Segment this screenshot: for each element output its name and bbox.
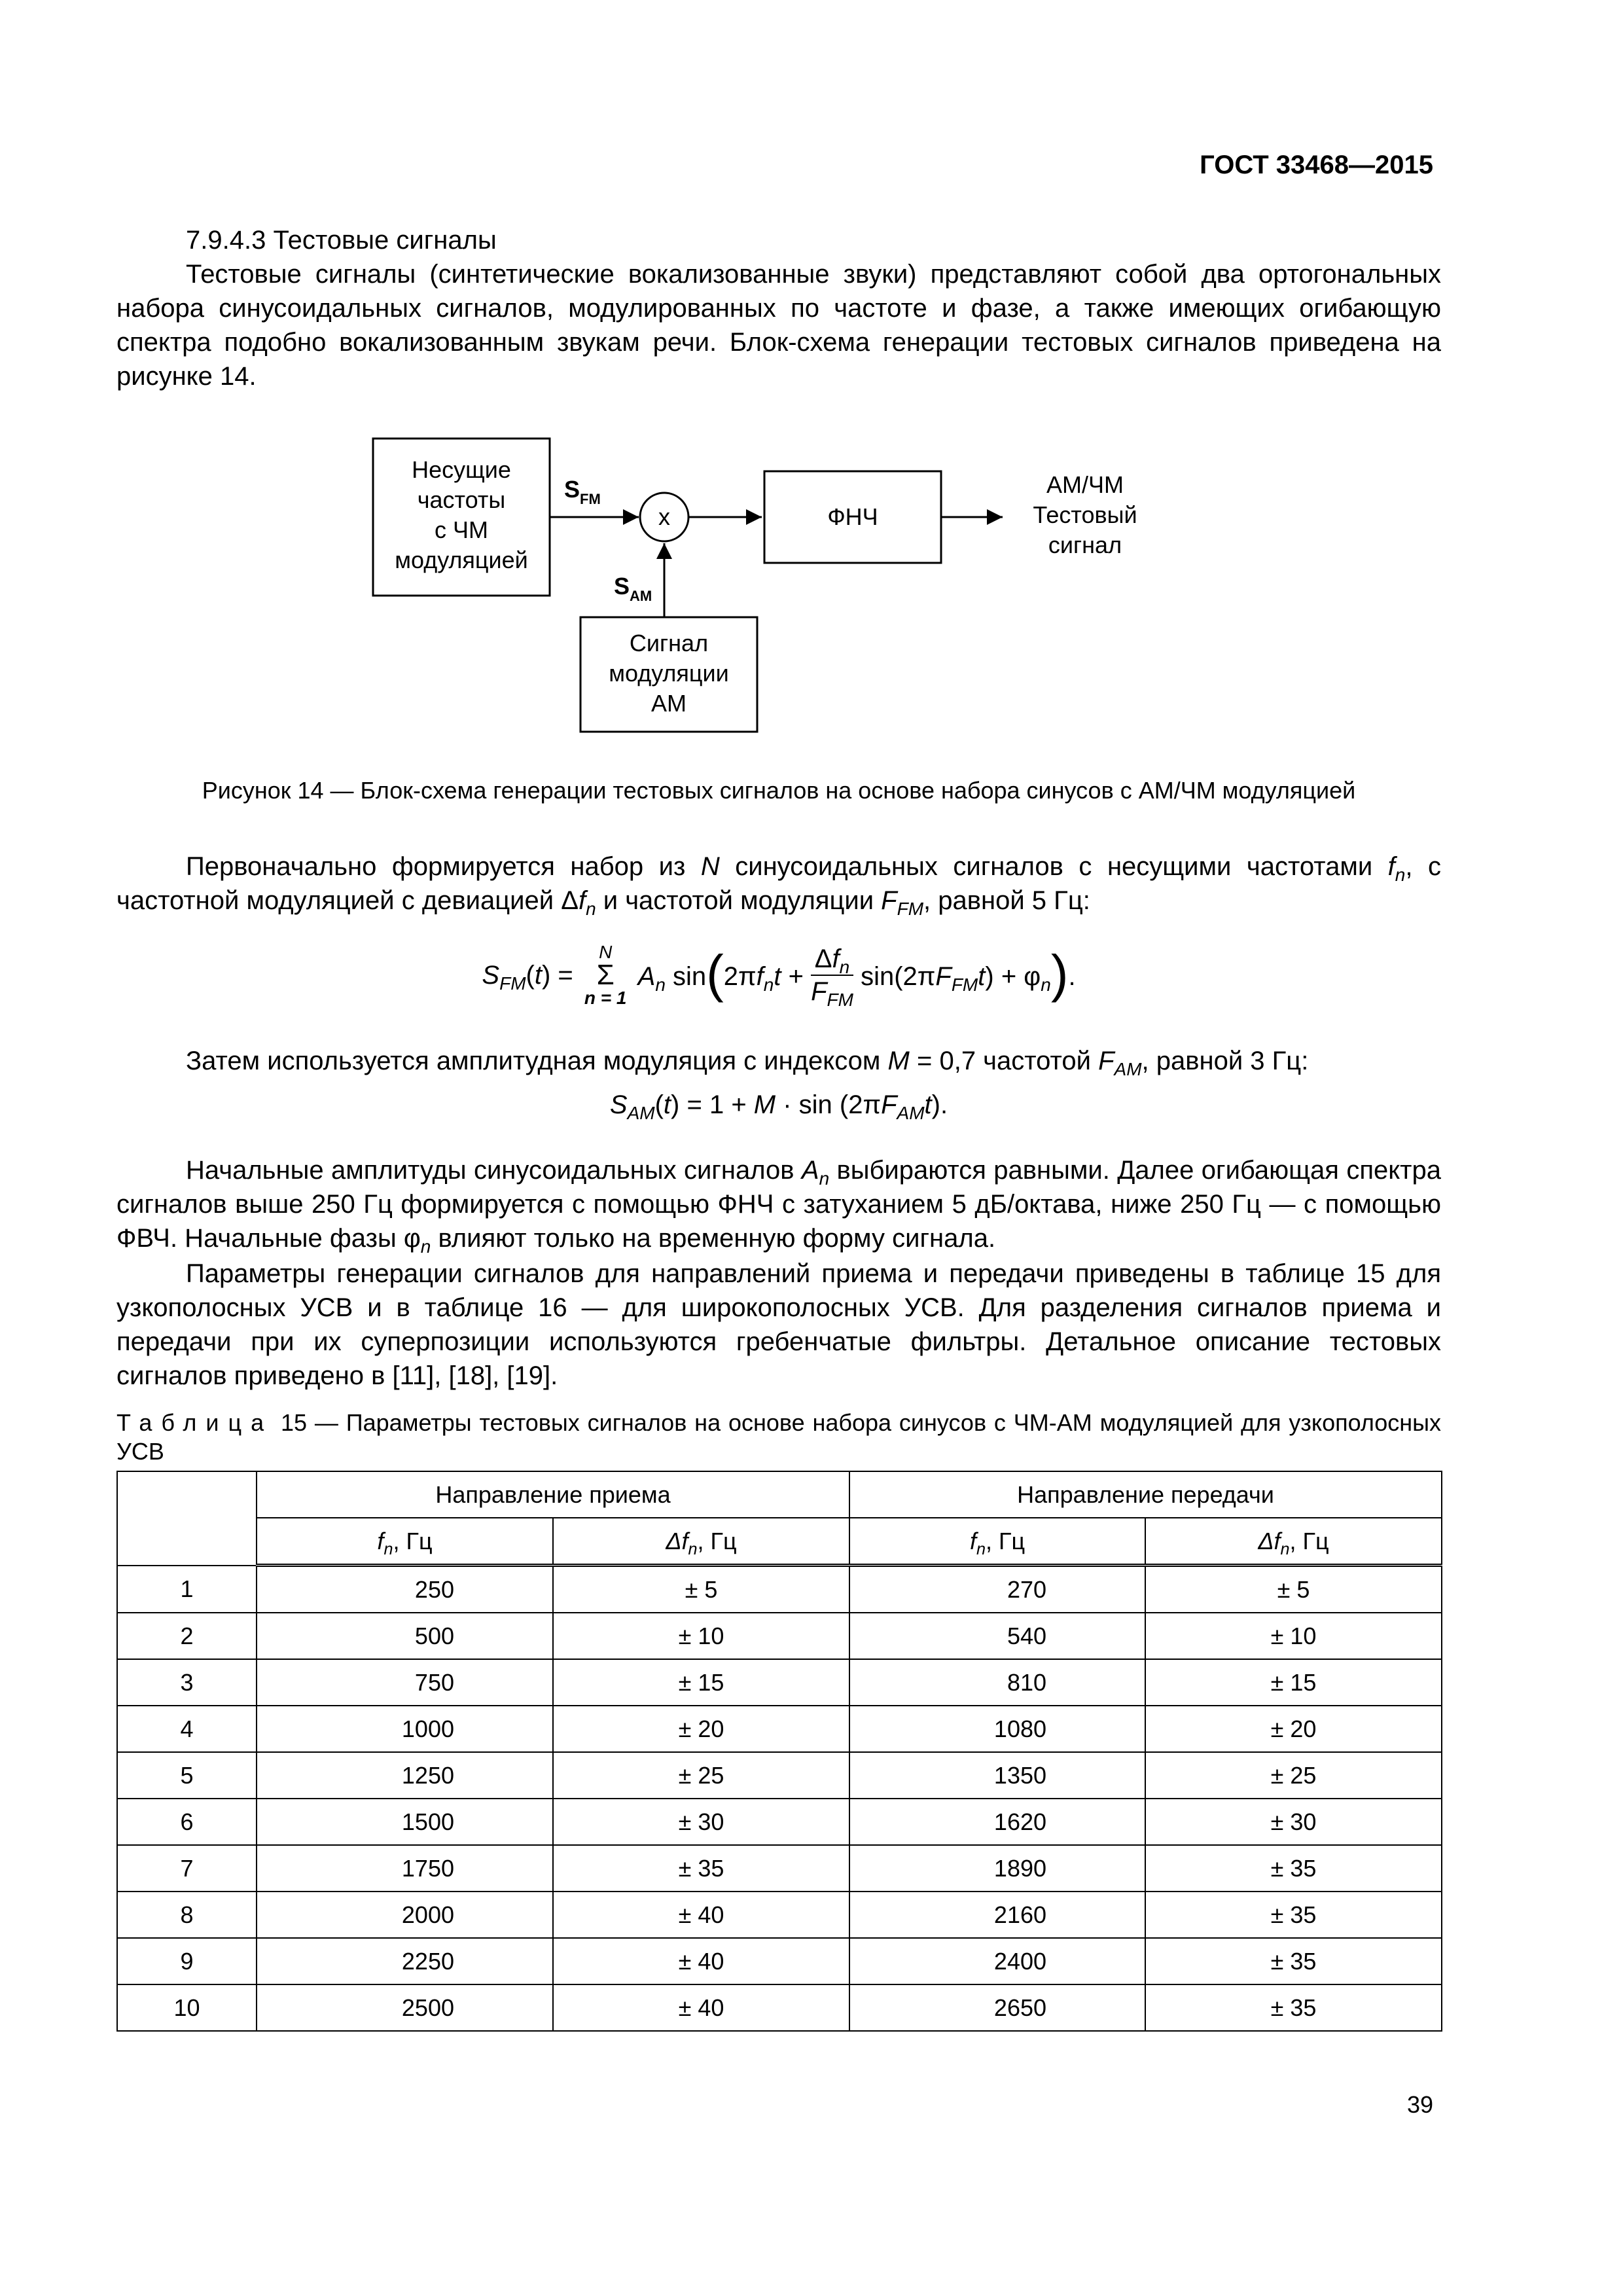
cell-transmit-dfn: ± 20 bbox=[1145, 1706, 1442, 1752]
block-diagram bbox=[366, 432, 1191, 746]
cell-receive-dfn: ± 30 bbox=[553, 1799, 849, 1845]
cell-transmit-dfn: ± 5 bbox=[1145, 1566, 1442, 1613]
cell-receive-dfn: ± 20 bbox=[553, 1706, 849, 1752]
cell-transmit-fn: 2400 bbox=[849, 1938, 1145, 1984]
table-row bbox=[117, 1984, 1442, 2031]
paragraph-am-modulation: Затем используется амплитудная модуляция с индексом M = 0,7 частотой $F_{AM}$, равной 3 Гц: bbox=[186, 1047, 1309, 1079]
carrier-box-line-4: модуляцией bbox=[395, 547, 528, 573]
cell-index: 10 bbox=[117, 1984, 257, 2031]
paragraph-amplitudes: Начальные амплитуды синусоидальных сигналов $A_n$ выбираются равными. Далее огибающая спектра сигналов выше 250 Гц формируется с помощью ФНЧ с затуханием 5 дБ/октава, ниже 250 Гц — с помощью ФВЧ. Начальные фазы $\varphi_n$ влияют только на временную форму сигнала. bbox=[116, 1156, 1441, 1257]
cell-index: 4 bbox=[117, 1706, 257, 1752]
table-row bbox=[117, 1938, 1442, 1984]
mod-box-line-2: модуляции bbox=[609, 660, 729, 687]
cell-transmit-fn: 1890 bbox=[849, 1845, 1145, 1892]
cell-index: 8 bbox=[117, 1892, 257, 1938]
cell-receive-fn: 2000 bbox=[257, 1892, 553, 1938]
cell-index: 7 bbox=[117, 1845, 257, 1892]
section-title: 7.9.4.3 Тестовые сигналы bbox=[186, 226, 497, 255]
cell-transmit-fn: 270 bbox=[849, 1566, 1145, 1613]
table-row bbox=[117, 1845, 1442, 1892]
multiplier-symbol: x bbox=[658, 503, 670, 530]
cell-transmit-fn: 2650 bbox=[849, 1984, 1145, 2031]
s-am-label: $S_{AM}$ bbox=[614, 573, 652, 604]
formula-s-fm: $S_{FM}(t)$ = N Σ n = 1 $A_n$ $\sin(2\pi f_nt$ + $\frac{\Delta f_n}{F_{FM}}$ $\sin(2\pi F_{FM}t) + \varphi_n$). bbox=[482, 942, 1076, 1010]
carrier-box-line-1: Несущие bbox=[412, 456, 511, 483]
cell-index: 1 bbox=[117, 1566, 257, 1613]
table-row bbox=[117, 1566, 1442, 1613]
output-line-2: Тестовый bbox=[1033, 501, 1137, 528]
cell-receive-fn: 2250 bbox=[257, 1938, 553, 1984]
page-number: 39 bbox=[1406, 2091, 1433, 2118]
table-caption: Таблица 15 — Параметры тестовых сигналов на основе набора синусов с ЧМ-АМ модуляцией для узкополосных УСВ bbox=[116, 1409, 1441, 1465]
cell-transmit-fn: 2160 bbox=[849, 1892, 1145, 1938]
row-number-header bbox=[117, 1471, 257, 1566]
cell-transmit-dfn: ± 35 bbox=[1145, 1938, 1442, 1984]
cell-receive-dfn: ± 40 bbox=[553, 1984, 849, 2031]
cell-transmit-dfn: ± 35 bbox=[1145, 1845, 1442, 1892]
cell-receive-dfn: ± 35 bbox=[553, 1845, 849, 1892]
header-receive-dfn: $\Delta f_n$, Гц bbox=[553, 1518, 849, 1566]
carrier-box-line-2: частоты bbox=[417, 486, 506, 513]
cell-index: 3 bbox=[117, 1659, 257, 1706]
cell-transmit-dfn: ± 30 bbox=[1145, 1799, 1442, 1845]
cell-receive-dfn: ± 10 bbox=[553, 1613, 849, 1659]
paragraph-parameters: Параметры генерации сигналов для направлений приема и передачи приведены в таблице 15 для узкополосных УСВ и в таблице 16 — для широкополосных УСВ. Для разделения сигналов приема и передачи при их суперпозиции используются гребенчатые фильтры. Детальное описание тестовых сигналов приведено в [11], [18], [19]. bbox=[116, 1259, 1441, 1390]
formula-s-am: $S_{AM}(t) = 1 + M \cdot \sin (2\pi F_{AM}t)$. bbox=[609, 1090, 948, 1123]
cell-receive-fn: 250 bbox=[257, 1566, 553, 1613]
table-header-row-groups bbox=[117, 1471, 1442, 1518]
carrier-box-line-3: с ЧМ bbox=[435, 516, 488, 543]
mod-box-line-3: АМ bbox=[651, 690, 687, 717]
paragraph-carriers: Первоначально формируется набор из N синусоидальных сигналов с несущими частотами $f_n$, с частотной модуляцией с девиацией $\Delta f_n$ и частотой модуляции $F_{FM}$, равной 5 Гц: bbox=[116, 852, 1441, 919]
cell-transmit-dfn: ± 15 bbox=[1145, 1659, 1442, 1706]
cell-receive-fn: 500 bbox=[257, 1613, 553, 1659]
cell-index: 2 bbox=[117, 1613, 257, 1659]
block-diagram-svg bbox=[366, 432, 1191, 746]
table-row bbox=[117, 1799, 1442, 1845]
cell-transmit-fn: 1620 bbox=[849, 1799, 1145, 1845]
cell-receive-dfn: ± 15 bbox=[553, 1659, 849, 1706]
table-row bbox=[117, 1752, 1442, 1799]
output-line-3: сигнал bbox=[1048, 531, 1122, 558]
cell-transmit-fn: 1080 bbox=[849, 1706, 1145, 1752]
table-row bbox=[117, 1892, 1442, 1938]
intro-paragraph: Тестовые сигналы (синтетические вокализованные звуки) представляют собой два ортогональных набора синусоидальных сигналов, модулированных по частоте и фазе, а также имеющих огибающую спектра подобно вокализованным звукам речи. Блок-схема генерации тестовых сигналов приведена на рисунке 14. bbox=[116, 260, 1441, 391]
cell-receive-dfn: ± 40 bbox=[553, 1892, 849, 1938]
cell-receive-fn: 1250 bbox=[257, 1752, 553, 1799]
cell-index: 9 bbox=[117, 1938, 257, 1984]
lpf-label: ФНЧ bbox=[827, 503, 878, 530]
s-fm-label: $S_{FM}$ bbox=[564, 476, 601, 507]
table-row bbox=[117, 1613, 1442, 1659]
output-line-1: АМ/ЧМ bbox=[1046, 471, 1124, 498]
cell-transmit-dfn: ± 25 bbox=[1145, 1752, 1442, 1799]
header-transmit-dfn: $\Delta f_n$, Гц bbox=[1145, 1518, 1442, 1566]
cell-receive-dfn: ± 40 bbox=[553, 1938, 849, 1984]
header-transmit-fn: $f_n$, Гц bbox=[849, 1518, 1145, 1566]
cell-transmit-dfn: ± 35 bbox=[1145, 1984, 1442, 2031]
cell-receive-dfn: ± 5 bbox=[553, 1566, 849, 1613]
table-body bbox=[117, 1566, 1442, 2032]
cell-transmit-fn: 810 bbox=[849, 1659, 1145, 1706]
cell-transmit-dfn: ± 10 bbox=[1145, 1613, 1442, 1659]
mod-box-line-1: Сигнал bbox=[629, 630, 709, 656]
parameters-table bbox=[116, 1471, 1442, 2032]
page-header: ГОСТ 33468—2015 bbox=[1200, 151, 1433, 179]
cell-index: 6 bbox=[117, 1799, 257, 1845]
cell-transmit-dfn: ± 35 bbox=[1145, 1892, 1442, 1938]
cell-receive-fn: 2500 bbox=[257, 1984, 553, 2031]
table-header-row-columns bbox=[117, 1518, 1442, 1566]
cell-index: 5 bbox=[117, 1752, 257, 1799]
table-row bbox=[117, 1659, 1442, 1706]
cell-receive-fn: 750 bbox=[257, 1659, 553, 1706]
cell-receive-fn: 1000 bbox=[257, 1706, 553, 1752]
cell-transmit-fn: 1350 bbox=[849, 1752, 1145, 1799]
cell-transmit-fn: 540 bbox=[849, 1613, 1145, 1659]
cell-receive-dfn: ± 25 bbox=[553, 1752, 849, 1799]
cell-receive-fn: 1750 bbox=[257, 1845, 553, 1892]
cell-receive-fn: 1500 bbox=[257, 1799, 553, 1845]
figure-caption: Рисунок 14 — Блок-схема генерации тестовых сигналов на основе набора синусов с АМ/ЧМ модуляцией bbox=[202, 777, 1356, 804]
table-row bbox=[117, 1706, 1442, 1752]
header-receive-direction: Направление приема bbox=[257, 1471, 849, 1518]
header-receive-fn: $f_n$, Гц bbox=[257, 1518, 553, 1566]
header-transmit-direction: Направление передачи bbox=[849, 1471, 1442, 1518]
